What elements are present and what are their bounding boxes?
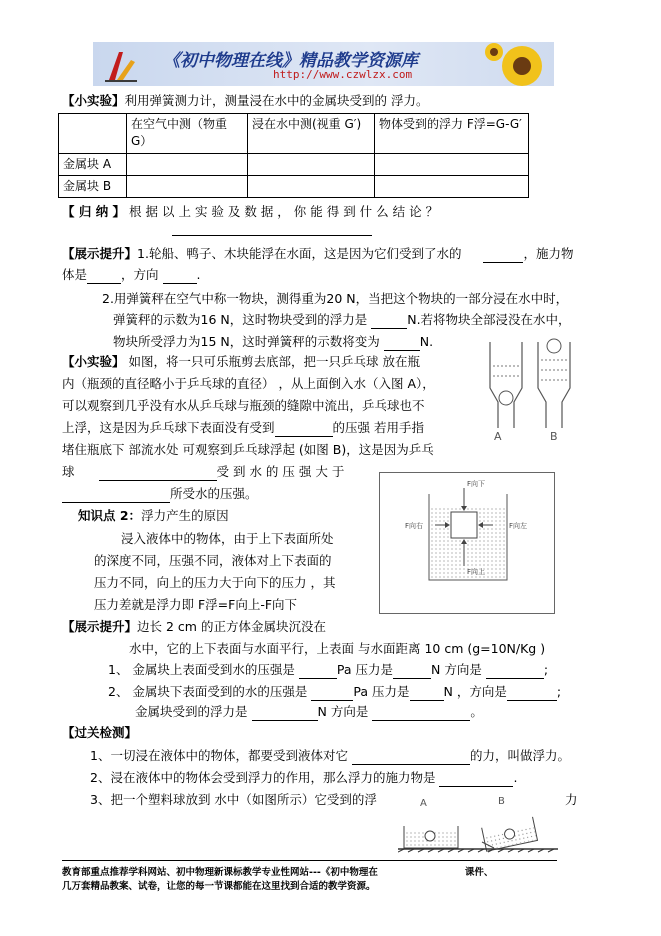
table-header-0: [59, 114, 127, 154]
header-banner: [93, 42, 554, 86]
banner-title: 《初中物理在线》精品教学资源库: [163, 51, 418, 71]
show2-i1-text-a: 1、 金属块上表面受到水的压强是: [108, 662, 295, 677]
answer-blank[interactable]: [252, 706, 318, 721]
k2-p4: 压力差就是浮力即 F浮=F向上-F向下: [94, 597, 298, 612]
answer-blank[interactable]: [486, 664, 544, 679]
exp2-text-6a: 球: [62, 464, 75, 479]
answer-blank[interactable]: [87, 269, 121, 284]
table-cell[interactable]: [127, 176, 248, 198]
exp1-text: 利用弹簧测力计，测量浸在水中的金属块受到的 浮力。: [124, 93, 429, 108]
exp1-tag: 【小实验】: [62, 93, 125, 108]
show1-q2-text-e: N.: [419, 334, 434, 349]
table-cell: 金属块 A: [59, 154, 127, 176]
exp2-line3: 可以观察到几乎没有水从乒乓球与瓶颈的缝隙中流出，乒乓球也不: [62, 398, 425, 413]
exp2-line2: 内（瓶颈的直径略小于乒乓球的直径） ，从上面倒入水（入图 A），: [62, 376, 435, 391]
show1-q1-text-d: ，方向: [121, 267, 159, 282]
footer: [62, 866, 493, 894]
table-cell[interactable]: [248, 154, 375, 176]
logo-icon: [101, 46, 141, 84]
k2-p2: 的深度不同，压强不同，液体对上下表面的: [94, 553, 332, 568]
exp2-line1: [62, 353, 420, 371]
answer-blank[interactable]: [299, 664, 337, 679]
answer-blank[interactable]: [372, 706, 470, 721]
check-q2-text-a: 2、浸在液体中的物体会受到浮力的作用，那么浮力的施力物是: [90, 770, 436, 785]
show1-q2-text-c: N.若将物块全部浸没在水中，: [407, 312, 571, 327]
exp2-line4: [62, 419, 424, 437]
exp2-tag: 【小实验】: [62, 354, 125, 369]
show2-text-1: 边长 2 cm 的正方体金属块沉没在: [137, 619, 326, 634]
check-tag: 【过关检测】: [62, 725, 138, 740]
answer-blank[interactable]: [393, 664, 431, 679]
show1-q1-text-e: .: [196, 267, 201, 282]
exp2-text-6b: 受 到 水 的 压 强 大 于: [216, 464, 345, 479]
answer-blank[interactable]: [371, 314, 407, 329]
footer-line1-b: 课件、: [464, 867, 494, 878]
show2-tag: 【展示提升】: [62, 619, 138, 634]
k2-title: 浮力产生的原因: [141, 508, 229, 523]
table-header-3: 物体受到的浮力 F浮=G-G′: [375, 114, 529, 154]
answer-blank[interactable]: [352, 750, 470, 765]
show2-item3: [135, 703, 483, 721]
fig-label-b: B: [498, 796, 505, 807]
banner-url: http://www.czwlzx.com: [273, 68, 413, 81]
show2-item2: [108, 683, 561, 701]
summary-tag: 【 归 纳 】: [62, 204, 126, 219]
show2-i2-text-a: 2、 金属块下表面受到的水的压强是: [108, 684, 308, 699]
table-cell[interactable]: [375, 176, 529, 198]
k2-heading: [78, 507, 229, 525]
table-row: [59, 176, 529, 198]
answer-blank[interactable]: [483, 248, 523, 263]
bottle-a: [490, 342, 522, 428]
show2-i2-text-d: ;: [556, 684, 562, 699]
show1-q2-text-b: 弹簧秤的示数为16 N，这时物块受到的浮力是: [113, 312, 368, 327]
check-q3: 3、把一个塑料球放到 水中（如图所示）它受到的浮: [90, 792, 377, 807]
show2-i3-text-c: 。: [470, 704, 483, 719]
k2-p1: 浸入液体中的物体，由于上下表面所处: [121, 531, 334, 546]
check-q3-end: 力: [565, 792, 578, 807]
check-q1: [90, 747, 570, 765]
show1-tag: 【展示提升】: [62, 246, 138, 261]
show2-i1-text-b: Pa 压力是: [336, 662, 394, 677]
data-table: [58, 113, 529, 198]
answer-blank[interactable]: [384, 336, 420, 351]
show2-i2-text-b: Pa 压力是: [353, 684, 410, 699]
show2-i3-text-a: 金属块受到的浮力是: [135, 704, 248, 719]
answer-blank[interactable]: [507, 686, 557, 701]
show1-q1-text-c: 体是: [62, 267, 88, 282]
check-q2: [90, 769, 517, 787]
fig-label-b: B: [550, 430, 558, 443]
exp2-text-7: 所受水的压强。: [170, 486, 258, 501]
answer-blank[interactable]: [275, 422, 333, 437]
table-row: [59, 154, 529, 176]
footer-line1-a: 教育部重点推荐学科网站、初中物理新课标教学专业性网站---《初中物理在: [62, 867, 378, 878]
table-cell[interactable]: [375, 154, 529, 176]
exp2-text: 如图，将一只可乐瓶剪去底部，把一只乒乓球 放在瓶: [128, 354, 420, 369]
show1-q2-text-d: 物块所受浮力为15 N，这时弹簧秤的示数将变为: [113, 334, 380, 349]
answer-blank[interactable]: [163, 269, 197, 284]
table-cell: 金属块 B: [59, 176, 127, 198]
show2-line2: 水中，它的上下表面与水面平行，上表面 与水面距离 10 cm (g=10N/Kg ): [129, 641, 546, 656]
table-cell[interactable]: [127, 154, 248, 176]
exp1-line: [62, 92, 429, 110]
answer-blank[interactable]: [311, 686, 353, 701]
show1-q1-text-b: ，施力物: [523, 246, 574, 261]
bottle-figure: [484, 332, 580, 444]
show1-line2: [62, 266, 201, 284]
summary-text: 根 据 以 上 实 验 及 数 据 ， 你 能 得 到 什 么 结 论 ？: [129, 204, 439, 219]
k2-tag: 知识点 2：: [78, 508, 142, 523]
force-right-label: F向左: [509, 522, 528, 530]
check-q1-text-b: 的力，叫做浮力。: [469, 748, 570, 763]
footer-line2: 几万套精品教案、试卷，让您的每一节课都能在这里找到合适的教学资源。: [62, 881, 376, 892]
show2-i1-text-c: N 方向是: [431, 662, 482, 677]
show2-i2-text-c: N ，方向是: [443, 684, 507, 699]
show2-line1: [62, 618, 326, 636]
force-diagram: [379, 472, 555, 614]
exp2-text-4a: 上浮，这是因为乒乓球下表面没有受到: [62, 420, 275, 435]
sunflower-icon: [484, 42, 554, 86]
exp2-line5: 堵住瓶底下 部流水处 可观察到乒乓球浮起 (如图 B)，这是因为乒乓: [62, 442, 434, 457]
ball-a: [425, 831, 435, 841]
k2-p3: 压力不同，向上的压力大于向下的压力 ，其: [94, 575, 336, 590]
force-down-label: F向下: [467, 480, 486, 488]
show2-i1-text-d: ;: [543, 662, 549, 677]
show1-q2-line3: [113, 333, 433, 351]
summary-line: [62, 203, 438, 221]
show1-line1: [62, 245, 573, 263]
show1-q2-line1: 2.用弹簧秤在空气中称一物块，测得重为20 N，当把这个物块的一部分浸在水中时，: [102, 291, 569, 306]
check-q1-text-a: 1、一切浸在液体中的物体，都要受到液体对它: [90, 748, 348, 763]
summary-answer-blank[interactable]: [172, 235, 372, 236]
exp2-text-4b: 的压强 若用手指: [332, 420, 424, 435]
exp2-line7: [62, 485, 258, 503]
containers-figure: [398, 792, 558, 854]
answer-blank[interactable]: [62, 488, 170, 503]
footer-divider: [62, 860, 557, 861]
table-header-1: 在空气中测（物重 G）: [127, 114, 248, 154]
answer-blank[interactable]: [410, 686, 444, 701]
force-left-label: F向右: [405, 522, 424, 530]
show2-i3-text-b: N 方向是: [317, 704, 369, 719]
answer-blank[interactable]: [439, 772, 513, 787]
table-cell[interactable]: [248, 176, 375, 198]
fig-label-a: A: [494, 430, 502, 443]
check-q2-text-b: .: [513, 770, 518, 785]
table-header-2: 浸在水中测(视重 G′): [248, 114, 375, 154]
answer-blank[interactable]: [99, 466, 217, 481]
exp2-line6: [62, 463, 344, 481]
show2-item1: [108, 661, 548, 679]
force-up-label: F向上: [467, 568, 486, 576]
bottle-b: [538, 339, 570, 428]
show1-q1-text: 1.轮船、鸭子、木块能浮在水面，这是因为它们受到了水的: [137, 246, 462, 261]
show1-q2-line2: [113, 311, 571, 329]
fig-label-a: A: [420, 798, 427, 809]
